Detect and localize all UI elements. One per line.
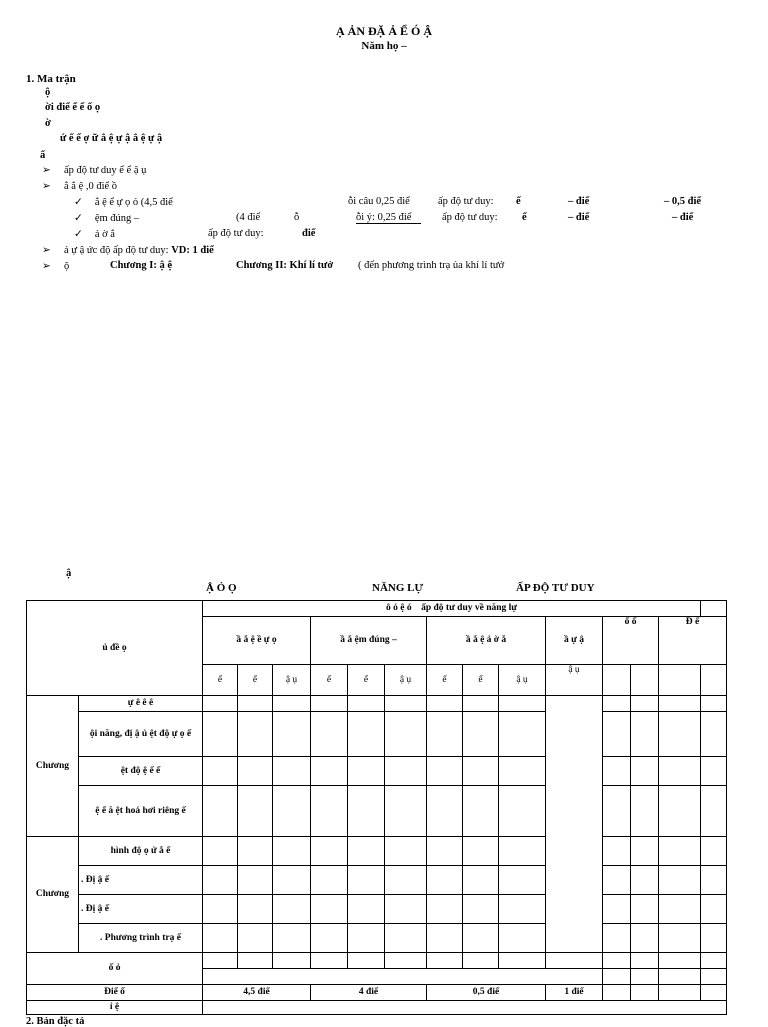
check-item-1-points: ỗi câu 0,25 điể bbox=[348, 196, 410, 207]
check-item-2-points: (4 điể bbox=[236, 212, 261, 223]
score-row-label: Điể ố bbox=[27, 985, 203, 1001]
check-item-3-points: điể bbox=[302, 228, 316, 239]
document-title: Ạ ẢN ĐẶ Ả Ể Ó Ậ bbox=[336, 24, 432, 38]
chapter-1-topic-2: ội năng, đị ậ ủ ệt độ ự ọ ế bbox=[79, 712, 203, 757]
section-heading-matrix: 1. Ma trận bbox=[26, 73, 76, 85]
sub-2-1: ể bbox=[311, 665, 348, 696]
document-subtitle: Năm họ – bbox=[361, 40, 407, 52]
bullet-1: ➢ ấp độ tư duy ể ể ậ ụ bbox=[42, 165, 147, 176]
chapter-1-topic-3: ệt độ ệ ế ế bbox=[79, 757, 203, 786]
score-group-4: 1 điể bbox=[546, 985, 603, 1001]
sub-1-2: ể bbox=[238, 665, 273, 696]
sub-3-1: ể bbox=[427, 665, 463, 696]
arrow-bullet-icon: ➢ bbox=[42, 165, 51, 176]
line-4: ứ ể ể ợ ữ ắ ệ ự ậ ắ ệ ự ậ bbox=[60, 133, 163, 144]
sub-1-1: ể bbox=[203, 665, 238, 696]
group-header-2: ầ ắ ệm đúng – bbox=[311, 617, 427, 665]
bullet-4: ➢ ộ bbox=[42, 261, 70, 272]
score-group-3: 0,5 điể bbox=[427, 985, 546, 1001]
score-group-2: 4 điể bbox=[311, 985, 427, 1001]
check-item-2-mark: ỗ bbox=[294, 212, 300, 223]
chapter-2-scope: Chương II: Khí lí tưở bbox=[236, 260, 334, 271]
line-5: ấ bbox=[40, 150, 46, 161]
check-item-2-a: ể bbox=[522, 212, 527, 223]
check-item-2-each: ỗi ý: 0,25 điể bbox=[356, 212, 421, 224]
check-item-1-a: ể bbox=[516, 196, 521, 207]
section-2-label: ậ bbox=[66, 568, 72, 579]
matrix-table bbox=[26, 600, 727, 1015]
competency-header: ô ó ệ ó ấp độ tư duy về năng lự bbox=[203, 601, 701, 617]
chapter-1-topic-4: ệ ể ă ệt hoá hơi riêng ế bbox=[79, 786, 203, 837]
check-item-2: ✓ ệm đúng – bbox=[74, 213, 140, 224]
group-header-4: ầ ự ậ bbox=[546, 617, 603, 665]
chapter-2-topic-4: . Phương trình trạ ế bbox=[79, 924, 203, 953]
sub-1-3: ậ ụ bbox=[273, 665, 311, 696]
sub-4: ậ ụ bbox=[546, 665, 603, 696]
arrow-bullet-icon: ➢ bbox=[42, 261, 51, 272]
arrow-bullet-icon: ➢ bbox=[42, 181, 51, 192]
ratio-row-label: ỉ ệ bbox=[27, 1001, 203, 1015]
check-item-3-level: ấp độ tư duy: bbox=[208, 228, 264, 239]
chapter-2-topic-1: hình độ ọ ử ắ ể bbox=[79, 837, 203, 866]
sub-3-3: ậ ụ bbox=[499, 665, 546, 696]
check-item-1-b: – điể bbox=[568, 196, 590, 207]
check-item-3: ✓ ả ờ ắ bbox=[74, 229, 115, 240]
chapter-2-topic-3: . Đị ậ ế bbox=[79, 895, 203, 924]
total-header: ổ ố bbox=[603, 617, 659, 665]
check-icon: ✓ bbox=[74, 229, 83, 240]
sub-2-3: ậ ụ bbox=[385, 665, 427, 696]
sub-2-2: ể bbox=[348, 665, 385, 696]
score-header: Đ ể bbox=[659, 617, 727, 665]
chapter-1-scope: Chương I: ậ ệ bbox=[110, 260, 172, 271]
group-header-1: ầ ắ ệ ề ự ọ bbox=[203, 617, 311, 665]
question-count-label: ố ỏ bbox=[27, 953, 203, 985]
check-icon: ✓ bbox=[74, 197, 83, 208]
bullet-2: ➢ ẳ ắ ệ ,0 điể ồ bbox=[42, 181, 118, 192]
arrow-bullet-icon: ➢ bbox=[42, 245, 51, 256]
score-group-1: 4,5 điể bbox=[203, 985, 311, 1001]
section-heading-spec: 2. Bản đặc tả bbox=[26, 1016, 85, 1027]
group-header-3: ầ ắ ệ ả ờ ắ bbox=[427, 617, 546, 665]
check-item-2-b: – điể bbox=[568, 212, 590, 223]
check-item-1-c: – 0,5 điể bbox=[664, 196, 702, 207]
chapter-1-topic-1: ự ê ê ê bbox=[79, 696, 203, 712]
line-1: ộ bbox=[45, 87, 51, 98]
chapter-2-label: Chương bbox=[27, 837, 79, 953]
chapter-1-label: Chương bbox=[27, 696, 79, 837]
line-2: ời điể ể ể ố ọ bbox=[45, 102, 101, 113]
check-item-2-c: – điể bbox=[672, 212, 694, 223]
line-3: ờ bbox=[45, 118, 51, 129]
check-icon: ✓ bbox=[74, 213, 83, 224]
topic-header: ủ đề ọ bbox=[27, 601, 203, 696]
check-item-1: ✓ ắ ệ ể ự ọ ỏ (4,5 điể bbox=[74, 197, 173, 208]
check-item-2-level: ấp độ tư duy: bbox=[442, 212, 498, 223]
section-2-title-c: ẤP ĐỘ TƯ DUY bbox=[516, 582, 595, 594]
scope-note: ( đến phương trình trạ ủa khí lí tưở bbox=[358, 260, 505, 271]
sub-3-2: ể bbox=[463, 665, 499, 696]
chapter-2-topic-2: . Đị ậ ế bbox=[79, 866, 203, 895]
section-2-title-a: Ậ Ỏ Ọ bbox=[206, 582, 237, 594]
bullet-3: ➢ ả ự ậ ức độ ấp độ tư duy: VD: 1 điể bbox=[42, 245, 214, 256]
check-item-1-level: ấp độ tư duy: bbox=[438, 196, 494, 207]
section-2-title-b: NĂNG LỰ bbox=[372, 582, 424, 594]
